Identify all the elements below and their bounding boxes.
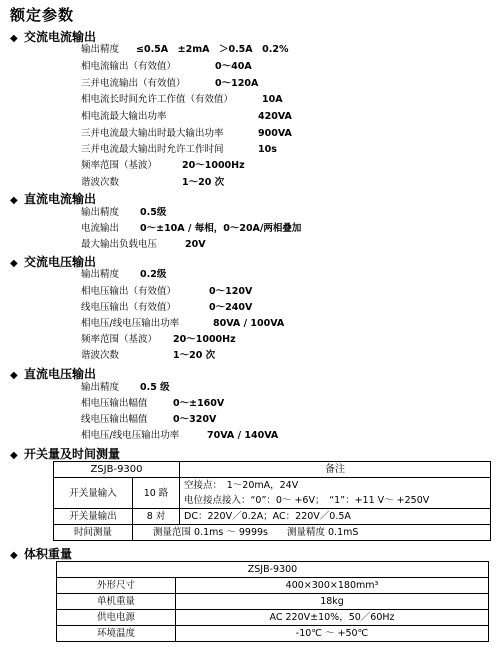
row-value: 80VA / 100VA (213, 318, 285, 329)
ac-voltage-row (81, 334, 236, 346)
row-label: 频率范围（基波） (81, 334, 158, 345)
row-label: 输出精度 (81, 44, 120, 55)
name-cell: 时间测量 (54, 525, 133, 541)
row-label: 相电压/线电压输出功率 (81, 318, 180, 329)
row-value: 0.5级 (140, 207, 167, 218)
ac-voltage-row (81, 318, 285, 330)
row-label: 三并电流最大输出时允许工作时间 (81, 144, 224, 155)
table-row (54, 478, 491, 509)
ac-voltage-row (81, 350, 216, 362)
dc-current-row (81, 223, 302, 235)
ac-current-row (81, 160, 245, 172)
row-label: 谐波次数 (81, 177, 120, 188)
name-cell: 开关量输入 (54, 478, 133, 509)
row-label: 相电流输出（有效值） (81, 61, 177, 72)
row-value: 0～40A (215, 61, 252, 72)
section-heading-text: 交流电压输出 (24, 255, 97, 269)
row-value: 20V (185, 239, 206, 250)
name-cell: 开关量输出 (54, 509, 133, 525)
ac-current-row (81, 144, 277, 156)
row-value: 0～320V (173, 414, 217, 425)
table-row (54, 509, 491, 525)
ac-current-row (81, 61, 252, 73)
section-volume-weight-heading (10, 545, 72, 562)
table-row (57, 594, 489, 610)
dc-voltage-row (81, 430, 279, 442)
row-value: 0～±10A / 每相，0～20A/两相叠加 (140, 223, 302, 234)
row-value: 420VA (258, 111, 292, 122)
row-label: 输出精度 (81, 269, 120, 280)
ac-current-row (81, 44, 289, 56)
bullet-diamond-icon: ◆ (10, 370, 18, 381)
remark-cell (180, 478, 491, 509)
remarks-header-cell: 备注 (180, 462, 491, 478)
dc-voltage-row (81, 414, 217, 426)
section-ac-current-heading (10, 28, 96, 45)
table-row (54, 525, 491, 541)
row-value: 0.2级 (140, 269, 167, 280)
ac-voltage-row (81, 302, 253, 314)
row-value: 10s (258, 144, 277, 155)
section-heading-text: 直流电流输出 (24, 192, 97, 206)
row-label: 电流输出 (81, 223, 120, 234)
table-row (57, 626, 489, 642)
section-heading-text: 开关量及时间测量 (24, 447, 121, 461)
ac-voltage-row (81, 269, 167, 281)
row-label: 三并电流最大输出时最大输出功率 (81, 128, 224, 139)
bullet-diamond-icon: ◆ (10, 195, 18, 206)
row-label: 输出精度 (81, 382, 120, 393)
remark-line: 电位接点接入：“0”：0～ +6V； “1”：+11 V～ +250V (184, 495, 430, 506)
section-ac-voltage-heading (10, 253, 96, 270)
value-cell: 400×300×180mm³ (176, 578, 489, 594)
row-label: 相电压输出（有效值） (81, 286, 177, 297)
row-label: 相电流最大输出功率 (81, 111, 167, 122)
name-cell: 供电电源 (57, 610, 176, 626)
row-label: 相电压/线电压输出功率 (81, 430, 180, 441)
row-label: 输出精度 (81, 207, 120, 218)
ac-current-row (81, 94, 283, 106)
ac-current-row (81, 177, 225, 189)
section-dc-current-heading (10, 190, 96, 207)
value-cell: AC 220V±10%，50／60Hz (176, 610, 489, 626)
row-value: 0～120V (209, 286, 253, 297)
name-cell: 外形尺寸 (57, 578, 176, 594)
bullet-diamond-icon: ◆ (10, 33, 18, 44)
bullet-diamond-icon: ◆ (10, 550, 18, 561)
ac-voltage-row (81, 286, 253, 298)
value-cell: 18kg (176, 594, 489, 610)
section-dc-voltage-heading (10, 365, 96, 382)
remark-line: 空接点： 1～20mA，24V (184, 480, 299, 491)
row-value: 1～20 次 (173, 350, 216, 361)
row-value: 0～120A (215, 78, 259, 89)
volume-weight-table (56, 561, 489, 642)
remark-cell: DC：220V／0.2A；AC：220V／0.5A (180, 509, 491, 525)
row-value: 0.5 级 (140, 382, 170, 393)
row-label: 谐波次数 (81, 350, 120, 361)
row-value: 1～20 次 (182, 177, 225, 188)
section-heading-text: 直流电压输出 (24, 367, 97, 381)
row-label: 相电流长时间允许工作值（有效值） (81, 94, 234, 105)
row-value: 70VA / 140VA (207, 430, 279, 441)
bullet-diamond-icon: ◆ (10, 450, 18, 461)
row-value: 0～240V (209, 302, 253, 313)
name-cell: 环境温度 (57, 626, 176, 642)
switch-time-table (53, 461, 491, 541)
row-value: 20～1000Hz (182, 160, 245, 171)
model-cell: ZSJB-9300 (57, 562, 489, 578)
dc-current-row (81, 239, 206, 251)
dc-voltage-row (81, 398, 225, 410)
row-label: 最大输出负载电压 (81, 239, 158, 250)
ac-current-row (81, 128, 292, 140)
value-cell: -10℃ ～ +50℃ (176, 626, 489, 642)
bullet-diamond-icon: ◆ (10, 258, 18, 269)
model-cell: ZSJB-9300 (54, 462, 180, 478)
section-switch-time-heading (10, 445, 120, 462)
page-title: 额定参数 (10, 6, 75, 24)
row-label: 频率范围（基波） (81, 160, 158, 171)
row-label: 线电压输出幅值 (81, 414, 148, 425)
dc-current-row (81, 207, 167, 219)
row-label: 三并电流输出（有效值） (81, 78, 186, 89)
table-row (57, 578, 489, 594)
table-row (57, 610, 489, 626)
ac-current-row (81, 78, 259, 90)
table-header-row (57, 562, 489, 578)
row-value: ≤0.5A ±2mA ＞0.5A 0.2% (136, 44, 289, 55)
section-heading-text: 交流电流输出 (24, 30, 97, 44)
name-cell: 单机重量 (57, 594, 176, 610)
dc-voltage-row (81, 382, 170, 394)
row-value: 0～±160V (173, 398, 225, 409)
row-value: 10A (262, 94, 283, 105)
table-header-row (54, 462, 491, 478)
row-label: 相电压输出幅值 (81, 398, 148, 409)
row-label: 线电压输出（有效值） (81, 302, 177, 313)
row-value: 900VA (258, 128, 292, 139)
row-value: 20～1000Hz (173, 334, 236, 345)
ac-current-row (81, 111, 292, 123)
count-cell: 10 路 (133, 478, 180, 509)
remark-cell: 测量范围 0.1ms ～ 9999s 测量精度 0.1mS (133, 525, 491, 541)
section-heading-text: 体积重量 (24, 547, 73, 561)
count-cell: 8 对 (133, 509, 180, 525)
